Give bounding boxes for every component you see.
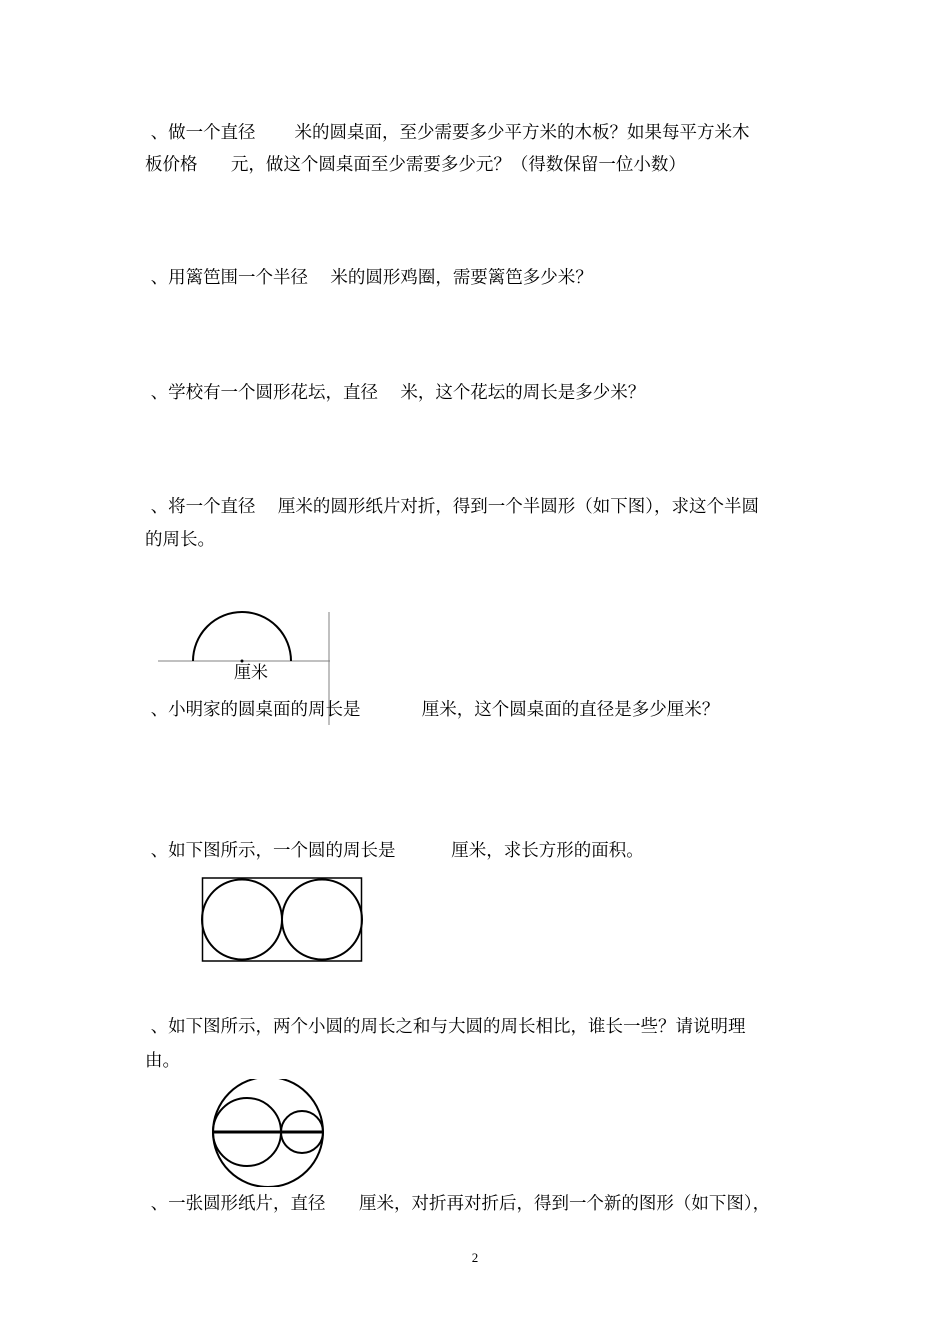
right-circle [282,880,362,960]
question-1-line-2: 板价格 元，做这个圆桌面至少需要多少元？（得数保留一位小数） [145,155,686,175]
nested-circles-figure [206,1079,330,1187]
question-7-line-1: 、如下图所示，两个小圆的周长之和与大圆的周长相比，谁长一些？请说明理 [145,1017,746,1037]
question-8-line-1: 、一张圆形纸片，直径 厘米，对折再对折后，得到一个新的图形（如下图）， [145,1194,771,1214]
semicircle-label: 厘米 [234,663,268,683]
question-6-line-1: 、如下图所示，一个圆的周长是 厘米，求长方形的面积。 [145,841,644,861]
left-circle [202,880,282,960]
question-4-line-1: 、将一个直径 厘米的圆形纸片对折，得到一个半圆形（如下图），求这个半圆 [145,497,760,517]
question-5-line-1: 、小明家的圆桌面的周长是 厘米，这个圆桌面的直径是多少厘米？ [145,700,720,720]
rectangle-two-circles-figure [200,876,364,964]
question-4-line-2: 的周长。 [145,530,215,550]
question-7-line-2: 由。 [145,1051,180,1071]
semicircle-arc [193,612,291,661]
question-3-line-1: 、学校有一个圆形花坛，直径 米，这个花坛的周长是多少米？ [145,383,646,403]
question-2-line-1: 、用篱笆围一个半径 米的圆形鸡圈，需要篱笆多少米？ [145,268,593,288]
question-1-line-1: 、做一个直径 米的圆桌面，至少需要多少平方米的木板？如果每平方米木 [145,123,750,143]
page-number: 2 [471,1250,479,1265]
